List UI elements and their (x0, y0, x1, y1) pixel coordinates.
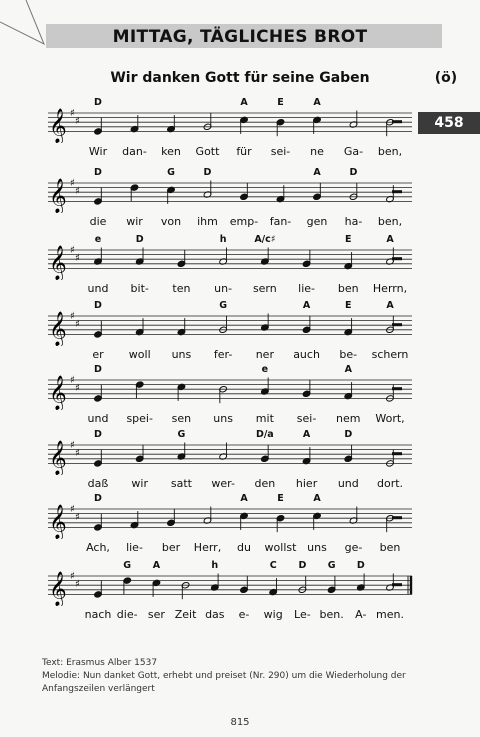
song-number-badge: 458 (418, 112, 480, 134)
lyric-syllable: wig (263, 608, 283, 621)
treble-clef-icon: 𝄞 (49, 178, 67, 213)
lyric-syllable: ha- (344, 215, 363, 228)
chord-symbol: A/c♯ (254, 234, 276, 245)
lyric-syllable: wir (126, 215, 143, 228)
chord-symbol: G (219, 300, 228, 311)
chord-symbol: G (177, 429, 186, 440)
lyric-syllable: ten (172, 282, 191, 295)
rest-icon (392, 583, 402, 586)
lyric-syllable: das (205, 608, 225, 621)
music-system-1 (40, 95, 418, 167)
lyric-syllable: ner (255, 348, 274, 361)
lyric-syllable: Wir (88, 145, 108, 158)
lyric-syllable: spei- (126, 412, 153, 425)
chord-symbol: D (94, 300, 102, 311)
lyric-syllable: un- (214, 282, 233, 295)
lyric-syllable: gen (306, 215, 328, 228)
lyric-syllable: wollst (264, 541, 297, 554)
chord-symbol: D (94, 429, 102, 440)
chord-symbol: A (313, 167, 321, 178)
sharp-icon: ♯ (70, 375, 75, 386)
treble-clef-icon: 𝄞 (49, 311, 67, 346)
music-system-8 (40, 558, 418, 630)
chord-symbol: D (94, 167, 102, 178)
text-credit: Text: Erasmus Alber 1537 (42, 658, 158, 668)
lyric-syllable: Le- (294, 608, 311, 621)
lyric-syllable: nach (84, 608, 112, 621)
chord-symbol: e (94, 234, 102, 245)
sharp-icon: ♯ (70, 504, 75, 515)
lyric-syllable: mit (255, 412, 274, 425)
music-system-3 (40, 232, 418, 304)
chord-symbol: A (386, 234, 394, 245)
lyric-syllable: sen (171, 412, 192, 425)
section-title: MITTAG, TÄGLICHES BROT (112, 27, 368, 47)
sharp-icon: ♯ (75, 382, 80, 394)
treble-clef-icon: 𝄞 (49, 245, 67, 280)
lyric-syllable: emp- (229, 215, 259, 228)
lyric-syllable: die (89, 215, 107, 228)
treble-clef-icon: 𝄞 (49, 440, 67, 475)
chord-symbol: A (240, 97, 248, 108)
lyric-syllable: fan- (269, 215, 292, 228)
chord-symbol: D (298, 560, 307, 571)
lyric-syllable: Gott (195, 145, 220, 158)
chord-symbol: C (269, 560, 277, 571)
lyric-syllable: A- (355, 608, 367, 621)
song-title: Wir danken Gott für seine Gaben (110, 70, 370, 86)
lyric-syllable: den (254, 477, 276, 490)
chord-symbol: E (345, 300, 352, 311)
lyric-syllable: Herrn, (372, 282, 408, 295)
treble-clef-icon: 𝄞 (49, 108, 67, 143)
sharp-icon: ♯ (75, 447, 80, 459)
lyric-syllable: sei- (270, 145, 291, 158)
lyric-syllable: und (87, 282, 109, 295)
sharp-icon: ♯ (70, 245, 75, 256)
chord-symbol: h (211, 560, 219, 571)
lyric-syllable: uns (307, 541, 327, 554)
treble-clef-icon: 𝄞 (49, 571, 67, 606)
rest-icon (392, 516, 402, 519)
chord-symbol: A (152, 560, 161, 571)
chord-symbol: D (203, 167, 212, 178)
lyric-syllable: bit- (130, 282, 149, 295)
chord-symbol: D (349, 167, 358, 178)
lyric-syllable: men. (376, 608, 404, 621)
chord-symbol: A (240, 493, 248, 504)
lyric-syllable: ser (147, 608, 165, 621)
music-system-2 (40, 165, 418, 237)
lyric-syllable: nem (336, 412, 361, 425)
sharp-icon: ♯ (70, 311, 75, 322)
sharp-icon: ♯ (70, 178, 75, 189)
music-system-4 (40, 298, 418, 370)
lyric-syllable: du (237, 541, 251, 554)
rest-icon (392, 120, 402, 123)
rest-icon (392, 190, 402, 193)
chord-symbol: A (386, 300, 394, 311)
lyric-syllable: auch (293, 348, 320, 361)
lyric-syllable: ber (161, 541, 181, 554)
lyric-syllable: sern (252, 282, 277, 295)
chord-symbol: D (94, 364, 102, 375)
sharp-icon: ♯ (75, 252, 80, 264)
lyric-syllable: ben (379, 541, 401, 554)
lyric-syllable: und (337, 477, 359, 490)
rest-icon (392, 452, 402, 455)
chord-symbol: D (135, 234, 144, 245)
lyric-syllable: ne (310, 145, 324, 158)
lyric-syllable: uns (171, 348, 192, 361)
lyric-syllable: schern (371, 348, 409, 361)
lyric-syllable: wir (131, 477, 148, 490)
lyric-syllable: Zeit (174, 608, 197, 621)
lyric-syllable: be- (339, 348, 358, 361)
sharp-icon: ♯ (70, 571, 75, 582)
lyric-syllable: sei- (296, 412, 317, 425)
lyric-syllable: Wort, (375, 412, 405, 425)
lyric-syllable: daß (87, 477, 109, 490)
page-number: 815 (230, 717, 250, 728)
chord-symbol: A (302, 429, 311, 440)
rest-icon (392, 323, 402, 326)
chord-symbol: E (277, 97, 284, 108)
lyric-syllable: ken (161, 145, 181, 158)
lyric-syllable: ben, (377, 215, 403, 228)
lyric-syllable: ihm (197, 215, 218, 228)
lyric-syllable: und (87, 412, 109, 425)
lyric-syllable: für (236, 145, 252, 158)
sharp-icon: ♯ (75, 115, 80, 127)
chord-symbol: A (302, 300, 311, 311)
chord-symbol: A (344, 364, 352, 375)
lyric-syllable: Herr, (193, 541, 222, 554)
lyric-syllable: wer- (211, 477, 235, 490)
sharp-icon: ♯ (75, 318, 80, 330)
music-system-7 (40, 491, 418, 563)
ecumenical-tag: (ö) (434, 70, 458, 86)
chord-symbol: D/a (255, 429, 274, 440)
chord-symbol: E (277, 493, 284, 504)
treble-clef-icon: 𝄞 (49, 375, 67, 410)
chord-symbol: h (219, 234, 227, 245)
chord-symbol: G (123, 560, 132, 571)
lyric-syllable: dort. (376, 477, 404, 490)
sharp-icon: ♯ (75, 578, 80, 590)
lyric-syllable: woll (128, 348, 151, 361)
lyric-syllable: Ga- (343, 145, 364, 158)
lyric-syllable: uns (213, 412, 233, 425)
music-system-6 (40, 427, 418, 499)
lyric-syllable: ge- (344, 541, 363, 554)
chord-symbol: A (313, 97, 321, 108)
lyric-syllable: er (92, 348, 104, 361)
lyric-syllable: e- (238, 608, 250, 621)
sharp-icon: ♯ (70, 108, 75, 119)
melody-credit: Melodie: Nun danket Gott, erhebt und preiset (Nr. 290) um die Wiederholung der Anfangszeilen verlängert (42, 671, 406, 694)
lyric-syllable: hier (295, 477, 318, 490)
lyric-syllable: dan- (122, 145, 147, 158)
chord-symbol: D (94, 493, 102, 504)
lyric-syllable: fer- (213, 348, 233, 361)
chord-symbol: D (94, 97, 102, 108)
sharp-icon: ♯ (70, 440, 75, 451)
chord-symbol: G (167, 167, 175, 178)
rest-icon (392, 387, 402, 390)
music-system-5 (40, 362, 418, 434)
treble-clef-icon: 𝄞 (49, 504, 67, 539)
lyric-syllable: die- (116, 608, 138, 621)
chord-symbol: D (344, 429, 353, 440)
lyric-syllable: lie- (126, 541, 143, 554)
chord-symbol: E (345, 234, 352, 245)
chord-symbol: e (261, 364, 269, 375)
lyric-syllable: ben, (377, 145, 403, 158)
chord-symbol: A (313, 493, 321, 504)
lyric-syllable: von (160, 215, 182, 228)
chord-symbol: G (327, 560, 336, 571)
lyric-syllable: ben. (319, 608, 344, 621)
lyric-syllable: lie- (298, 282, 315, 295)
sharp-icon: ♯ (75, 185, 80, 197)
rest-icon (392, 257, 402, 260)
chord-symbol: D (356, 560, 365, 571)
lyric-syllable: satt (170, 477, 192, 490)
lyric-syllable: ben (337, 282, 359, 295)
sharp-icon: ♯ (75, 511, 80, 523)
lyric-syllable: Ach, (86, 541, 110, 554)
